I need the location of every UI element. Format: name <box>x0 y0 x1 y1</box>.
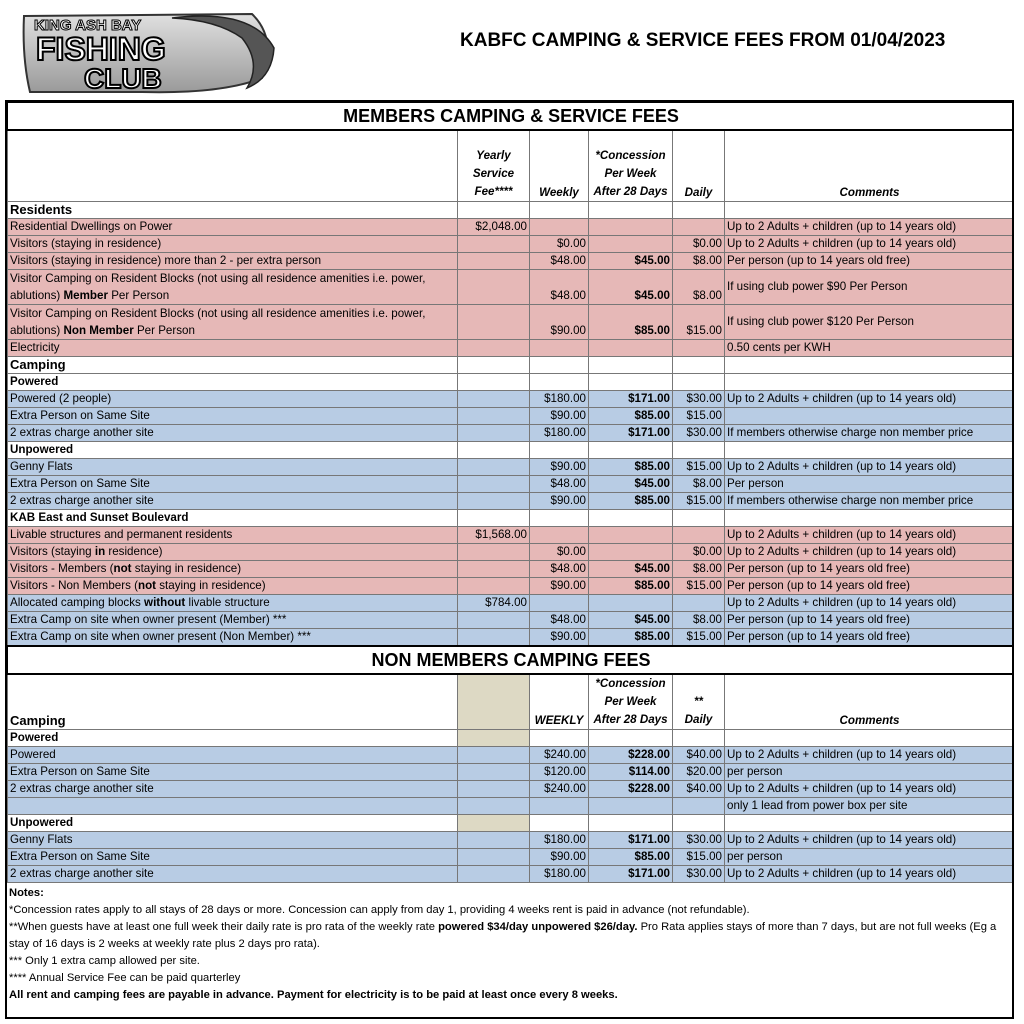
table-row: Electricity 0.50 cents per KWH <box>8 340 1015 357</box>
section-residents: Residents <box>8 202 458 219</box>
members-header-row <box>8 130 1015 202</box>
nonmembers-banner: NON MEMBERS CAMPING FEES <box>8 646 1015 674</box>
table-row: only 1 lead from power box per site <box>8 798 1015 815</box>
table-row: Visitors (staying in residence) $0.00 $0.00 Up to 2 Adults + children (up to 14 years old) <box>8 236 1015 253</box>
table-row: Extra Person on Same Site $48.00 $45.00 $8.00 Per person <box>8 476 1015 493</box>
col-weekly-nm: WEEKLY <box>530 674 589 730</box>
col-comments-nm: Comments <box>725 674 1015 730</box>
section-nm-unpowered: Unpowered <box>8 815 458 832</box>
col-concession: *Concession Per Week After 28 Days <box>593 149 668 198</box>
col-daily: Daily <box>673 130 725 202</box>
table-row: Extra Camp on site when owner present (Non Member) *** $90.00 $85.00 $15.00 Per person (up to 14 years old free) <box>8 629 1015 647</box>
col-daily-star: ** <box>693 695 704 708</box>
note-concession: *Concession rates apply to all stays of 28 days or more. Concession can apply from day 1, providing 4 weeks rent is paid in advance (not refundable). <box>9 904 750 916</box>
table-row: Genny Flats $90.00 $85.00 $15.00 Up to 2 Adults + children (up to 14 years old) <box>8 459 1015 476</box>
table-row: Extra Person on Same Site $90.00 $85.00 $15.00 <box>8 408 1015 425</box>
notes-section <box>7 883 1012 1006</box>
note-extra-camp: *** Only 1 extra camp allowed per site. <box>9 955 200 967</box>
page-title: KABFC CAMPING & SERVICE FEES FROM 01/04/2023 <box>460 30 946 51</box>
col-comments: Comments <box>725 130 1015 202</box>
section-kab-east: KAB East and Sunset Boulevard <box>8 510 458 527</box>
table-row: Extra Person on Same Site $120.00 $114.00 $20.00 per person <box>8 764 1015 781</box>
section-camping: Camping <box>8 357 458 374</box>
fee-sheet <box>5 100 1014 1019</box>
club-logo <box>22 8 280 94</box>
table-row: Extra Person on Same Site $90.00 $85.00 $15.00 per person <box>8 849 1015 866</box>
notes-heading: Notes: <box>9 887 44 899</box>
section-powered: Powered <box>8 374 458 391</box>
note-service-fee: **** Annual Service Fee can be paid quarterley <box>9 972 241 984</box>
table-row: Genny Flats $180.00 $171.00 $30.00 Up to 2 Adults + children (up to 14 years old) <box>8 832 1015 849</box>
table-row: Visitors - Members (not staying in residence) $48.00 $45.00 $8.00 Per person (up to 14 years old free) <box>8 561 1015 578</box>
nonmembers-header-row <box>8 674 1015 730</box>
table-row: Livable structures and permanent residents $1,568.00 Up to 2 Adults + children (up to 14 years old) <box>8 527 1015 544</box>
table-row: 2 extras charge another site $90.00 $85.00 $15.00 If members otherwise charge non member price <box>8 493 1015 510</box>
col-weekly: Weekly <box>530 130 589 202</box>
table-row: Residential Dwellings on Power $2,048.00 Up to 2 Adults + children (up to 14 years old) <box>8 219 1015 236</box>
table-row: Visitor Camping on Resident Blocks (not using all residence amenities i.e. power, ablutions) Member Per Person $48.00 $45.00 $8.00 If using club power $90 Per Person <box>8 270 1015 305</box>
table-row: 2 extras charge another site $180.00 $171.00 $30.00 Up to 2 Adults + children (up to 14 years old) <box>8 866 1015 883</box>
table-row: Extra Camp on site when owner present (Member) *** $48.00 $45.00 $8.00 Per person (up to 14 years old free) <box>8 612 1015 629</box>
table-row: 2 extras charge another site $240.00 $228.00 $40.00 Up to 2 Adults + children (up to 14 years old) <box>8 781 1015 798</box>
table-row: Visitors (staying in residence) more than 2 - per extra person $48.00 $45.00 $8.00 Per person (up to 14 years old free) <box>8 253 1015 270</box>
members-banner: MEMBERS CAMPING & SERVICE FEES <box>8 103 1015 131</box>
nonmembers-camping-label: Camping <box>8 674 458 730</box>
table-row: Allocated camping blocks without livable structure $784.00 Up to 2 Adults + children (up to 14 years old) <box>8 595 1015 612</box>
table-row: 2 extras charge another site $180.00 $171.00 $30.00 If members otherwise charge non member price <box>8 425 1015 442</box>
table-row: Powered $240.00 $228.00 $40.00 Up to 2 Adults + children (up to 14 years old) <box>8 747 1015 764</box>
col-daily-nm: Daily <box>684 713 713 726</box>
table-row: Visitors - Non Members (not staying in residence) $90.00 $85.00 $15.00 Per person (up to 14 years old free) <box>8 578 1015 595</box>
note-pro-rata: **When guests have at least one full week their daily rate is pro rata of the weekly rate powered $34/day unpowered $26/day. Pro Rata applies stays of more than 7 days, but are not full weeks (Eg a stay of 16 days is 2 weeks at weekly rate plus 2 days pro rata). <box>9 921 997 950</box>
table-row: Powered (2 people) $180.00 $171.00 $30.00 Up to 2 Adults + children (up to 14 years old) <box>8 391 1015 408</box>
col-concession-nm: *Concession Per Week After 28 Days <box>593 677 668 726</box>
section-nm-powered: Powered <box>8 730 458 747</box>
svg-text:CLUB: CLUB <box>84 63 162 94</box>
fees-table <box>7 102 1014 883</box>
table-row: Visitors (staying in residence) $0.00 $0.00 Up to 2 Adults + children (up to 14 years old) <box>8 544 1015 561</box>
section-unpowered: Unpowered <box>8 442 458 459</box>
col-yearly: Yearly Service Fee**** <box>472 149 515 198</box>
page-header <box>0 0 1024 100</box>
svg-text:KING ASH BAY: KING ASH BAY <box>34 17 142 34</box>
table-row: Visitor Camping on Resident Blocks (not using all residence amenities i.e. power, ablutions) Non Member Per Person $90.00 $85.00 $15.00 If using club power $120 Per Person <box>8 305 1015 340</box>
note-payment: All rent and camping fees are payable in advance. Payment for electricity is to be paid at least once every 8 weeks. <box>9 989 618 1001</box>
svg-text:FISHING: FISHING <box>36 31 166 67</box>
